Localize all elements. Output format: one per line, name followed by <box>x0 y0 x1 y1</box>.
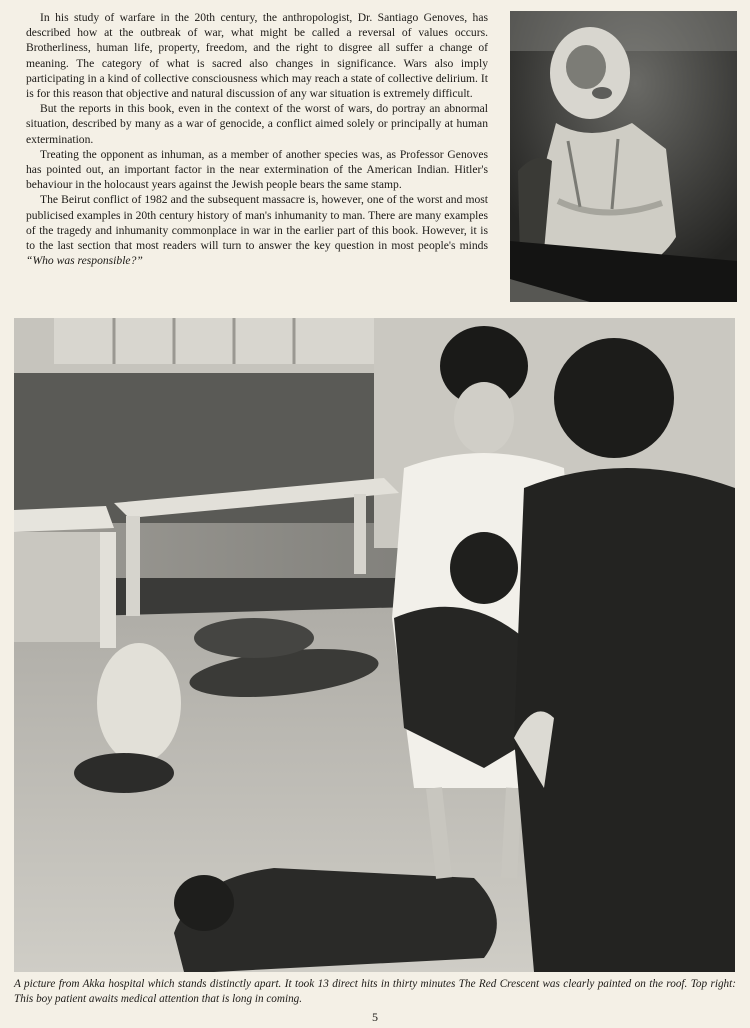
paragraph-3: Treating the opponent as inhuman, as a member of another species was, as Professor Genoves has pointed out, an important factor in the near extermination of the American Indian. Hitler's behaviour in the holocaust years against the Jewish people bears the same stamp. <box>26 147 488 192</box>
responsible-question: “Who was responsible?” <box>26 254 143 268</box>
page-number: 5 <box>372 1010 378 1024</box>
boy-patient-photo <box>510 11 737 302</box>
boy-patient-image <box>510 11 737 302</box>
akka-hospital-image <box>14 318 735 972</box>
photo-caption: A picture from Akka hospital which stands distinctly apart. It took 13 direct hits in thirty minutes The Red Crescent was clearly painted on the roof. Top right: This boy patient awaits medical attention that is long in coming. <box>14 978 736 1005</box>
article-text <box>26 10 488 268</box>
paragraph-1: In his study of warfare in the 20th century, the anthropologist, Dr. Santiago Genoves, has described how at the outbreak of war, what might be called a reversal of values occurs. Brotherliness, human life, property, freedom, and the right to disgree all suffer a change of meaning. The category of what is sacred also changes in significance. Wars also imply participating in a kind of collective consciousness which may reach a state of collective delirium. It is for this reason that objective and natural discussion of any war situation is extremely difficult. <box>26 11 488 101</box>
paragraph-4 <box>26 192 488 268</box>
akka-hospital-photo <box>14 318 735 972</box>
paragraph-4-text: The Beirut conflict of 1982 and the subsequent massacre is, however, one of the worst and most publicised examples in 20th century history of man's inhumanity to man. There are many examples of the tragedy and inhumanity commonplace in war in the earlier part of this book. However, it is to the last section that most readers will turn to answer the key question in most people's minds <box>26 193 488 253</box>
paragraph-2: But the reports in this book, even in the context of the worst of wars, do portray an abnormal situation, described by many as a war of genocide, a conflict aimed solely or principally at human extermination. <box>26 102 488 146</box>
